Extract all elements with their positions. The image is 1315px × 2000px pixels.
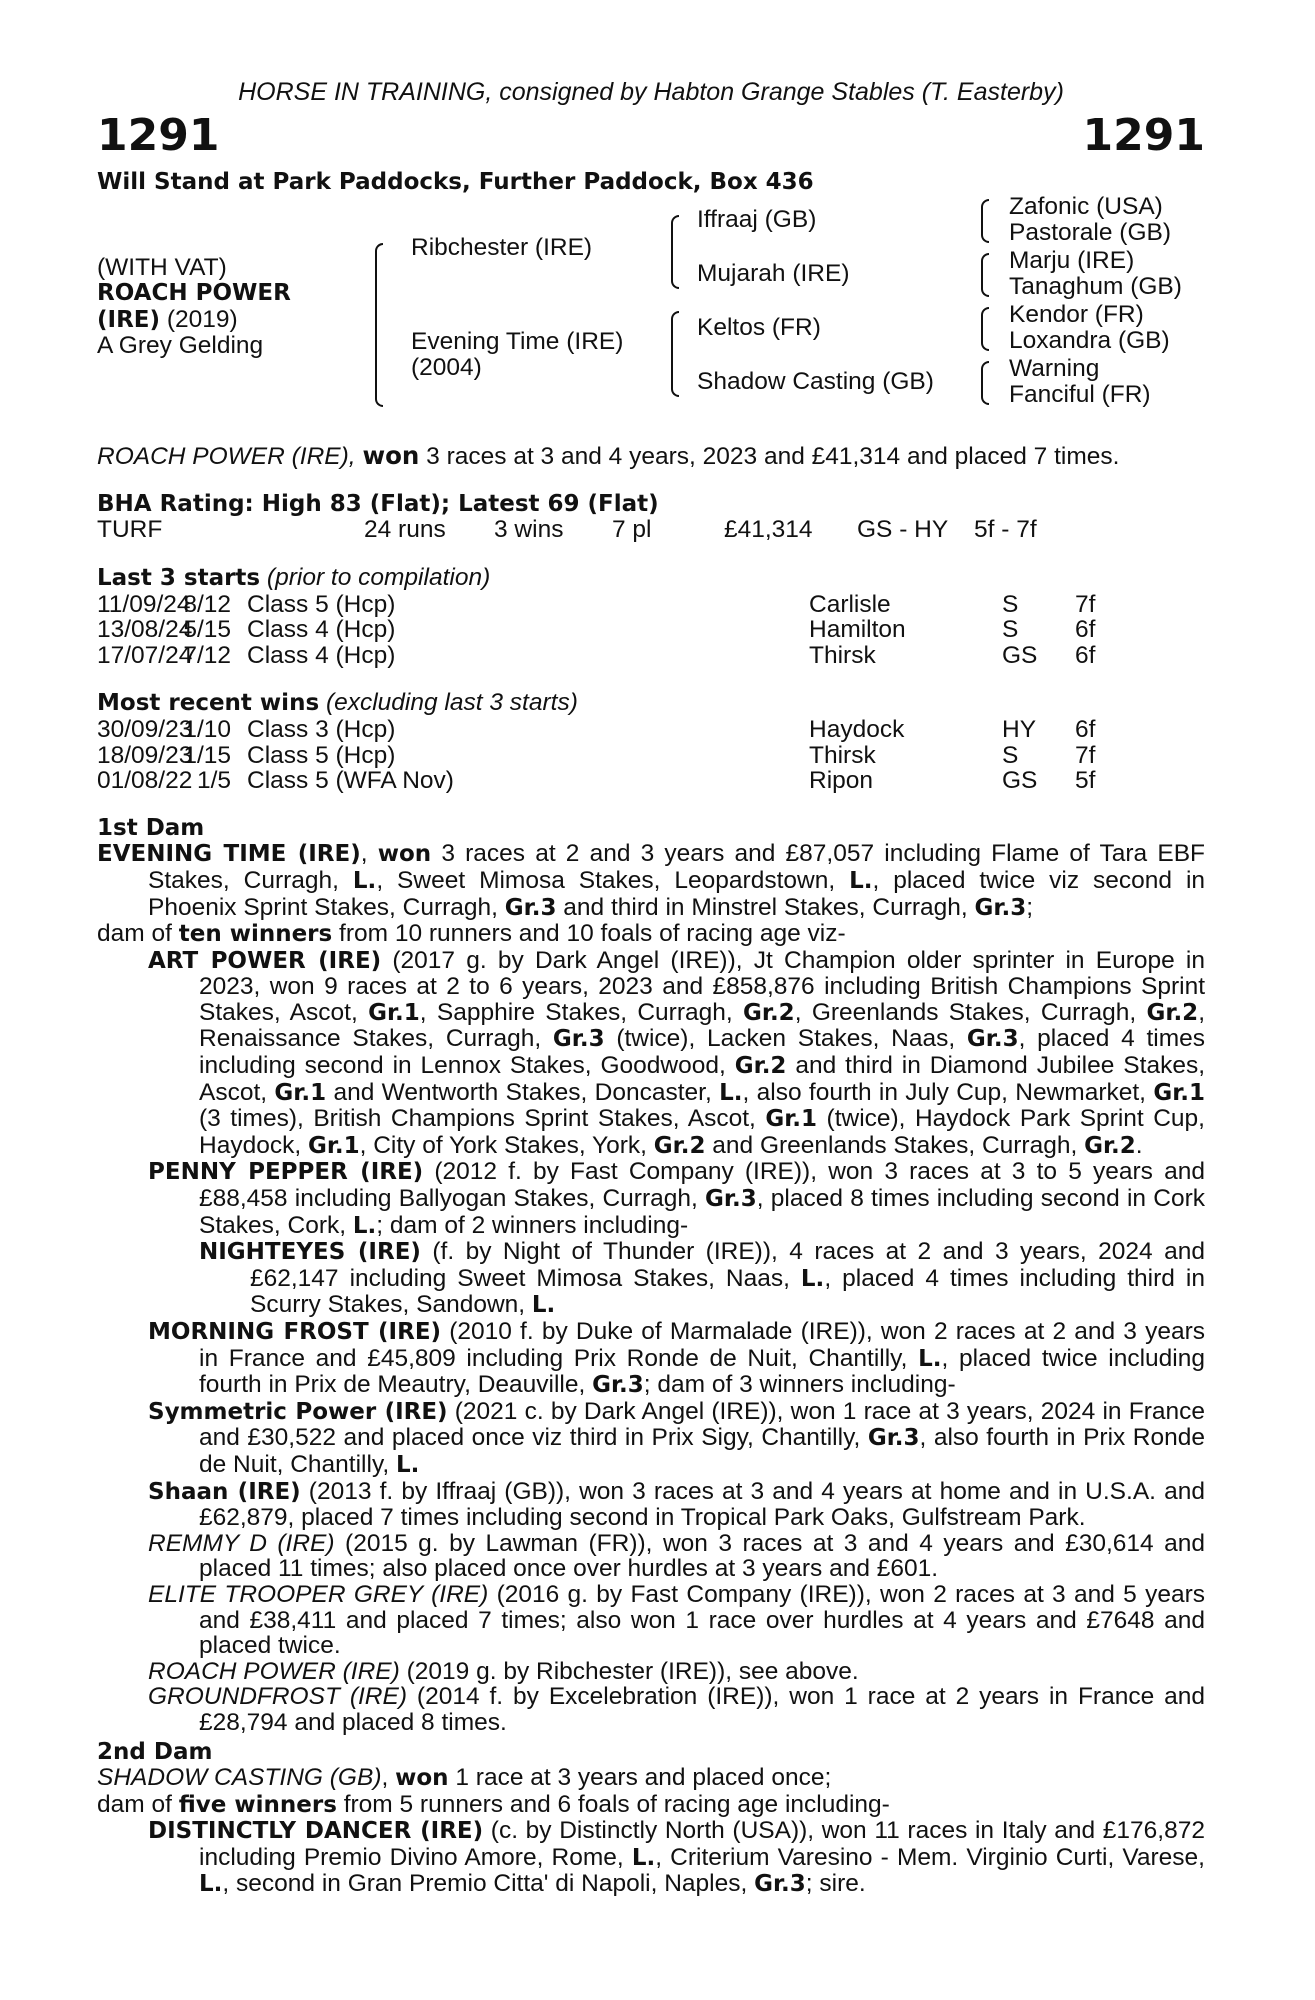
spacer	[97, 470, 1205, 492]
ggp-6: Loxandra (GB)	[1009, 327, 1170, 355]
text-run: ; dam of 2 winners including-	[376, 1211, 689, 1239]
brace-gg1	[981, 199, 989, 243]
text-run: (2010 f. by Duke of Marmalade (IRE)), won 2 races at 2 and 3 years in France and £45,809 including Prix Ronde de Nuit, Chantilly,	[199, 1318, 1205, 1372]
race-going: S	[1002, 616, 1019, 644]
spacer	[97, 668, 1205, 690]
brace-parents	[375, 243, 383, 407]
text-run: , Sapphire Stakes, Curragh,	[419, 998, 743, 1026]
bold-text: five winners	[178, 1791, 337, 1818]
race-dist: 7f	[1075, 741, 1096, 769]
bold-text: L.	[719, 1079, 743, 1106]
race-dist: 5f	[1075, 767, 1096, 795]
bold-text: Gr.3	[754, 1871, 806, 1898]
bold-text: Gr.3	[974, 894, 1027, 921]
stand-location: Will Stand at Park Paddocks, Further Paddock, Box 436	[97, 168, 814, 195]
bold-text: Gr.2	[734, 1053, 787, 1080]
race-dist: 6f	[1075, 641, 1096, 669]
bold-text: L.	[352, 1212, 377, 1239]
last3-heading	[97, 565, 1205, 592]
race-going: S	[1002, 590, 1019, 618]
bold-text: Gr.2	[653, 1132, 706, 1159]
pedigree-paragraph	[97, 1159, 1205, 1239]
bold-text: L.	[849, 867, 873, 894]
race-pos: 5/15	[183, 616, 231, 644]
race-course: Haydock	[809, 715, 905, 743]
horse-origin-year	[97, 307, 238, 334]
race-going: S	[1002, 741, 1019, 769]
bold-text: ten winners	[178, 921, 333, 948]
last3-title: Last 3 starts	[97, 564, 261, 591]
bold-text: Gr.3	[705, 1186, 757, 1213]
bold-text: MORNING FROST (IRE)	[148, 1319, 442, 1345]
race-date: 30/09/23	[97, 715, 193, 743]
ggp-1: Zafonic (USA)	[1009, 193, 1163, 221]
first-dam-body	[97, 841, 1205, 1735]
bold-text: DISTINCTLY DANCER (IRE)	[148, 1818, 484, 1845]
text-run: (2017 g. by Dark Angel (IRE)), Jt Champion older sprinter in Europe in 2023, won 9 races at 2 to 6 years, 2023 and £858,876 including British Champions Sprint Stakes, Ascot,	[199, 946, 1205, 1026]
italic-text: ROACH POWER (IRE)	[148, 1657, 400, 1685]
pedigree-paragraph	[97, 1531, 1205, 1582]
text-run: (2021 c. by Dark Angel (IRE)), won 1 race at 3 years, 2024 in France and £30,522 and placed once viz third in Prix Sigy, Chantilly,	[199, 1397, 1205, 1452]
text-run: , Renaissance Stakes, Curragh,	[199, 998, 1205, 1053]
ggp-5: Kendor (FR)	[1009, 301, 1144, 329]
summary-horse-name: ROACH POWER (IRE),	[97, 443, 356, 471]
brace-gg4	[981, 361, 989, 405]
lot-number-row	[97, 110, 1205, 162]
pedigree-paragraph	[97, 841, 1205, 921]
text-run: , Criterium Varesino - Mem. Virginio Curti, Varese,	[655, 1843, 1205, 1871]
text-run: dam of	[97, 1790, 179, 1818]
pedigree-paragraph	[97, 1479, 1205, 1531]
bold-text: L.	[531, 1292, 556, 1319]
bold-text: Gr.3	[966, 1026, 1019, 1053]
pedigree-paragraph	[97, 948, 1205, 1160]
text-run: , placed 4 times including third in Scurry Stakes, Sandown,	[250, 1264, 1205, 1319]
wins-heading	[97, 690, 1205, 717]
pedigree-paragraph	[97, 1765, 1205, 1792]
last3-table	[97, 592, 1205, 669]
pedigree-table	[97, 195, 1205, 435]
text-run: (2014 f. by Excelebration (IRE)), won 1 race at 2 years in France and £28,794 and placed 8 times.	[199, 1683, 1206, 1736]
italic-text: GROUNDFROST (IRE)	[148, 1683, 407, 1711]
bold-text: NIGHTEYES (IRE)	[199, 1239, 421, 1266]
horse-origin: (IRE)	[97, 307, 161, 334]
dam-sire: Keltos (FR)	[697, 314, 821, 342]
race-row	[97, 643, 1205, 669]
bold-text: EVENING TIME (IRE)	[97, 841, 361, 868]
ggp-2: Pastorale (GB)	[1009, 219, 1172, 247]
race-race: Class 4 (Hcp)	[247, 616, 396, 644]
text-run: , Greenlands Stakes, Curragh,	[794, 998, 1147, 1026]
bold-text: Gr.3	[592, 1372, 644, 1399]
text-run: , placed twice viz second in Phoenix Sprint Stakes, Curragh,	[148, 866, 1206, 921]
text-run: (f. by Night of Thunder (IRE)), 4 races at 2 and 3 years, 2024 and £62,147 including Sweet Mimosa Stakes, Naas,	[250, 1238, 1205, 1292]
bold-text: Gr.1	[765, 1106, 818, 1133]
text-run: , City of York Stakes, York,	[359, 1131, 654, 1159]
text-run: and Greenlands Stakes, Curragh,	[705, 1131, 1085, 1159]
text-run: (2016 g. by Fast Company (IRE)), won 2 races at 3 and 5 years and £38,411 and placed 7 times; also won 1 race over hurdles at 4 years and £7648 and placed twice.	[199, 1580, 1205, 1660]
race-race: Class 3 (Hcp)	[247, 715, 396, 743]
pedigree-paragraph	[97, 1582, 1205, 1659]
race-row	[97, 617, 1205, 643]
sire-sire: Iffraaj (GB)	[697, 206, 817, 234]
race-course: Hamilton	[809, 616, 906, 644]
bold-text: PENNY PEPPER (IRE)	[148, 1159, 424, 1186]
pedigree-paragraph	[97, 1684, 1205, 1735]
dam-dam: Shadow Casting (GB)	[697, 368, 934, 396]
pedigree-paragraph	[97, 921, 1205, 948]
race-going: GS	[1002, 641, 1038, 669]
last3-note: (prior to compilation)	[260, 563, 491, 591]
ggp-3: Marju (IRE)	[1009, 247, 1135, 275]
summary-won: won	[362, 441, 420, 471]
bold-text: Gr.3	[504, 894, 557, 921]
wins-note: (excluding last 3 starts)	[319, 689, 578, 717]
race-date: 13/08/24	[97, 616, 193, 644]
text-run: (twice), Haydock Park Sprint Cup, Haydock,	[199, 1105, 1205, 1159]
bold-text: Gr.3	[552, 1026, 605, 1053]
text-run: (c. by Distinctly North (USA)), won 11 races in Italy and £176,872 including Premio Divino Amore, Rome,	[199, 1817, 1205, 1871]
turf-distance: 5f - 7f	[974, 516, 1037, 544]
lot-number-right: 1291	[1082, 109, 1205, 161]
bold-text: Gr.2	[743, 999, 795, 1026]
race-pos: 7/12	[183, 641, 231, 669]
bold-text: Gr.3	[867, 1425, 920, 1452]
vat-note: (WITH VAT)	[97, 254, 227, 282]
text-run: dam of	[97, 920, 179, 948]
lot-number-left: 1291	[97, 109, 220, 161]
pedigree-paragraph	[97, 1399, 1205, 1479]
bold-text: Gr.2	[1084, 1132, 1136, 1159]
race-row	[97, 717, 1205, 743]
race-race: Class 5 (Hcp)	[247, 741, 396, 769]
race-date: 01/08/22	[97, 767, 193, 795]
bold-text: L.	[800, 1265, 825, 1292]
ggp-4: Tanaghum (GB)	[1009, 273, 1182, 301]
sire: Ribchester (IRE)	[411, 234, 593, 262]
pedigree-paragraph	[97, 1239, 1205, 1319]
bold-text: ART POWER (IRE)	[148, 947, 382, 974]
first-dam-heading: 1st Dam	[97, 814, 205, 841]
text-run: .	[1135, 1131, 1143, 1159]
spacer	[97, 794, 1205, 816]
pedigree-paragraph	[97, 1659, 1205, 1685]
bold-text: Gr.1	[1153, 1079, 1205, 1106]
horse-name: ROACH POWER	[97, 280, 291, 307]
text-run: ,	[381, 1764, 396, 1792]
bold-text: Shaan (IRE)	[148, 1478, 301, 1505]
italic-text: ELITE TROOPER GREY (IRE)	[148, 1580, 489, 1608]
race-summary	[97, 443, 1205, 470]
turf-record	[97, 517, 1205, 543]
text-run: (3 times), British Champions Sprint Stakes, Ascot,	[199, 1105, 766, 1133]
turf-wins: 3 wins	[494, 516, 564, 544]
bold-text: L.	[199, 1871, 223, 1898]
ggp-8: Fanciful (FR)	[1009, 381, 1151, 409]
rating-heading: BHA Rating: High 83 (Flat); Latest 69 (Flat)	[97, 490, 659, 517]
horse-year: (2019)	[160, 306, 238, 334]
dam-year: (2004)	[411, 354, 482, 382]
text-run: , also fourth in July Cup, Newmarket,	[742, 1078, 1154, 1106]
race-course: Carlisle	[809, 590, 891, 618]
text-run: ,	[360, 840, 378, 868]
italic-text: SHADOW CASTING (GB)	[97, 1764, 382, 1792]
text-run: and third in Diamond Jubilee Stakes, Ascot,	[199, 1052, 1205, 1106]
text-run: (2019 g. by Ribchester (IRE)), see above.	[399, 1657, 859, 1685]
turf-placed: 7 pl	[612, 516, 652, 544]
bold-text: Gr.1	[274, 1079, 327, 1106]
race-dist: 6f	[1075, 616, 1096, 644]
text-run: 3 races at 2 and 3 years and £87,057 including Flame of Tara EBF Stakes, Curragh,	[148, 840, 1205, 894]
sire-dam: Mujarah (IRE)	[697, 260, 850, 288]
race-dist: 7f	[1075, 590, 1096, 618]
race-course: Thirsk	[809, 641, 876, 669]
text-run: and third in Minstrel Stakes, Curragh,	[556, 893, 975, 921]
consignment-line: HORSE IN TRAINING, consigned by Habton Grange Stables (T. Easterby)	[238, 78, 1064, 106]
brace-dam	[671, 311, 679, 397]
race-pos: 1/5	[196, 767, 231, 795]
second-dam-body	[97, 1765, 1205, 1898]
text-run: (2012 f. by Fast Company (IRE)), won 3 races at 3 to 5 years and £88,458 including Ballyogan Stakes, Curragh,	[199, 1158, 1205, 1213]
race-date: 11/09/24	[97, 590, 191, 618]
bold-text: L.	[352, 867, 377, 894]
bold-text: won	[377, 841, 432, 868]
wins-table	[97, 717, 1205, 794]
bold-text: Symmetric Power (IRE)	[148, 1398, 448, 1425]
second-dam-heading: 2nd Dam	[97, 1738, 213, 1765]
text-run: (twice), Lacken Stakes, Naas,	[604, 1025, 967, 1053]
summary-text: 3 races at 3 and 4 years, 2023 and £41,314 and placed 7 times.	[419, 443, 1120, 471]
text-run: (2015 g. by Lawman (FR)), won 3 races at 3 and 4 years and £30,614 and placed 11 times; also placed once over hurdles at 3 years and £601.	[199, 1529, 1205, 1583]
race-course: Ripon	[809, 767, 874, 795]
race-race: Class 5 (Hcp)	[247, 590, 396, 618]
text-run: , Sweet Mimosa Stakes, Leopardstown,	[376, 866, 850, 894]
bold-text: Gr.1	[307, 1132, 360, 1159]
race-race: Class 4 (Hcp)	[247, 641, 396, 669]
race-pos: 8/12	[183, 590, 231, 618]
race-pos: 1/15	[183, 741, 231, 769]
race-going: HY	[1002, 715, 1037, 743]
turf-runs: 24 runs	[364, 516, 446, 544]
ggp-7: Warning	[1009, 355, 1100, 383]
spacer	[97, 543, 1205, 565]
text-run: 1 race at 3 years and placed once;	[448, 1764, 832, 1792]
italic-text: REMMY D (IRE)	[148, 1529, 335, 1557]
pedigree-paragraph	[97, 1818, 1205, 1898]
text-run: ; sire.	[805, 1870, 866, 1898]
text-run: , placed twice including fourth in Prix de Meautry, Deauville,	[199, 1344, 1206, 1399]
race-date: 18/09/23	[97, 741, 193, 769]
pedigree-paragraph	[97, 1319, 1205, 1399]
race-race: Class 5 (WFA Nov)	[247, 767, 454, 795]
text-run: and Wentworth Stakes, Doncaster,	[326, 1078, 720, 1106]
text-run: (2013 f. by Iffraaj (GB)), won 3 races at 3 and 4 years at home and in U.S.A. and £62,879, placed 7 times including second in Tropical Park Oaks, Gulfstream Park.	[199, 1477, 1205, 1532]
text-run: ; dam of 3 winners including-	[643, 1371, 956, 1399]
text-run: ;	[1026, 893, 1034, 921]
brace-sire	[671, 215, 679, 289]
text-run: , placed 4 times including second in Lennox Stakes, Goodwood,	[199, 1025, 1205, 1080]
race-row	[97, 743, 1205, 769]
horse-description: A Grey Gelding	[97, 332, 264, 360]
bold-text: L.	[631, 1844, 656, 1871]
text-run: from 10 runners and 10 foals of racing age viz-	[332, 920, 846, 948]
wins-title: Most recent wins	[97, 690, 320, 717]
bold-text: L.	[918, 1345, 942, 1372]
text-run: from 5 runners and 6 foals of racing age including-	[336, 1790, 890, 1818]
dam: Evening Time (IRE)	[411, 328, 624, 356]
turf-going: GS - HY	[857, 516, 949, 544]
bold-text: won	[395, 1765, 449, 1792]
bold-text: Gr.1	[368, 999, 420, 1026]
pedigree-paragraph	[97, 1792, 1205, 1819]
race-pos: 1/10	[183, 715, 231, 743]
catalogue-page	[97, 80, 1205, 1898]
text-run: , also fourth in Prix Ronde de Nuit, Chantilly,	[199, 1424, 1205, 1478]
race-dist: 6f	[1075, 715, 1096, 743]
brace-gg2	[981, 253, 989, 297]
race-row	[97, 592, 1205, 618]
race-date: 17/07/24	[97, 641, 193, 669]
text-run: , second in Gran Premio Citta' di Napoli, Naples,	[222, 1870, 755, 1898]
turf-label: TURF	[97, 516, 163, 544]
turf-earnings: £41,314	[724, 516, 813, 544]
brace-gg3	[981, 307, 989, 351]
race-row	[97, 768, 1205, 794]
bold-text: Gr.2	[1146, 999, 1199, 1026]
race-going: GS	[1002, 767, 1038, 795]
race-course: Thirsk	[809, 741, 876, 769]
text-run: , placed 8 times including second in Cork Stakes, Cork,	[199, 1185, 1205, 1239]
bold-text: L.	[396, 1451, 420, 1478]
